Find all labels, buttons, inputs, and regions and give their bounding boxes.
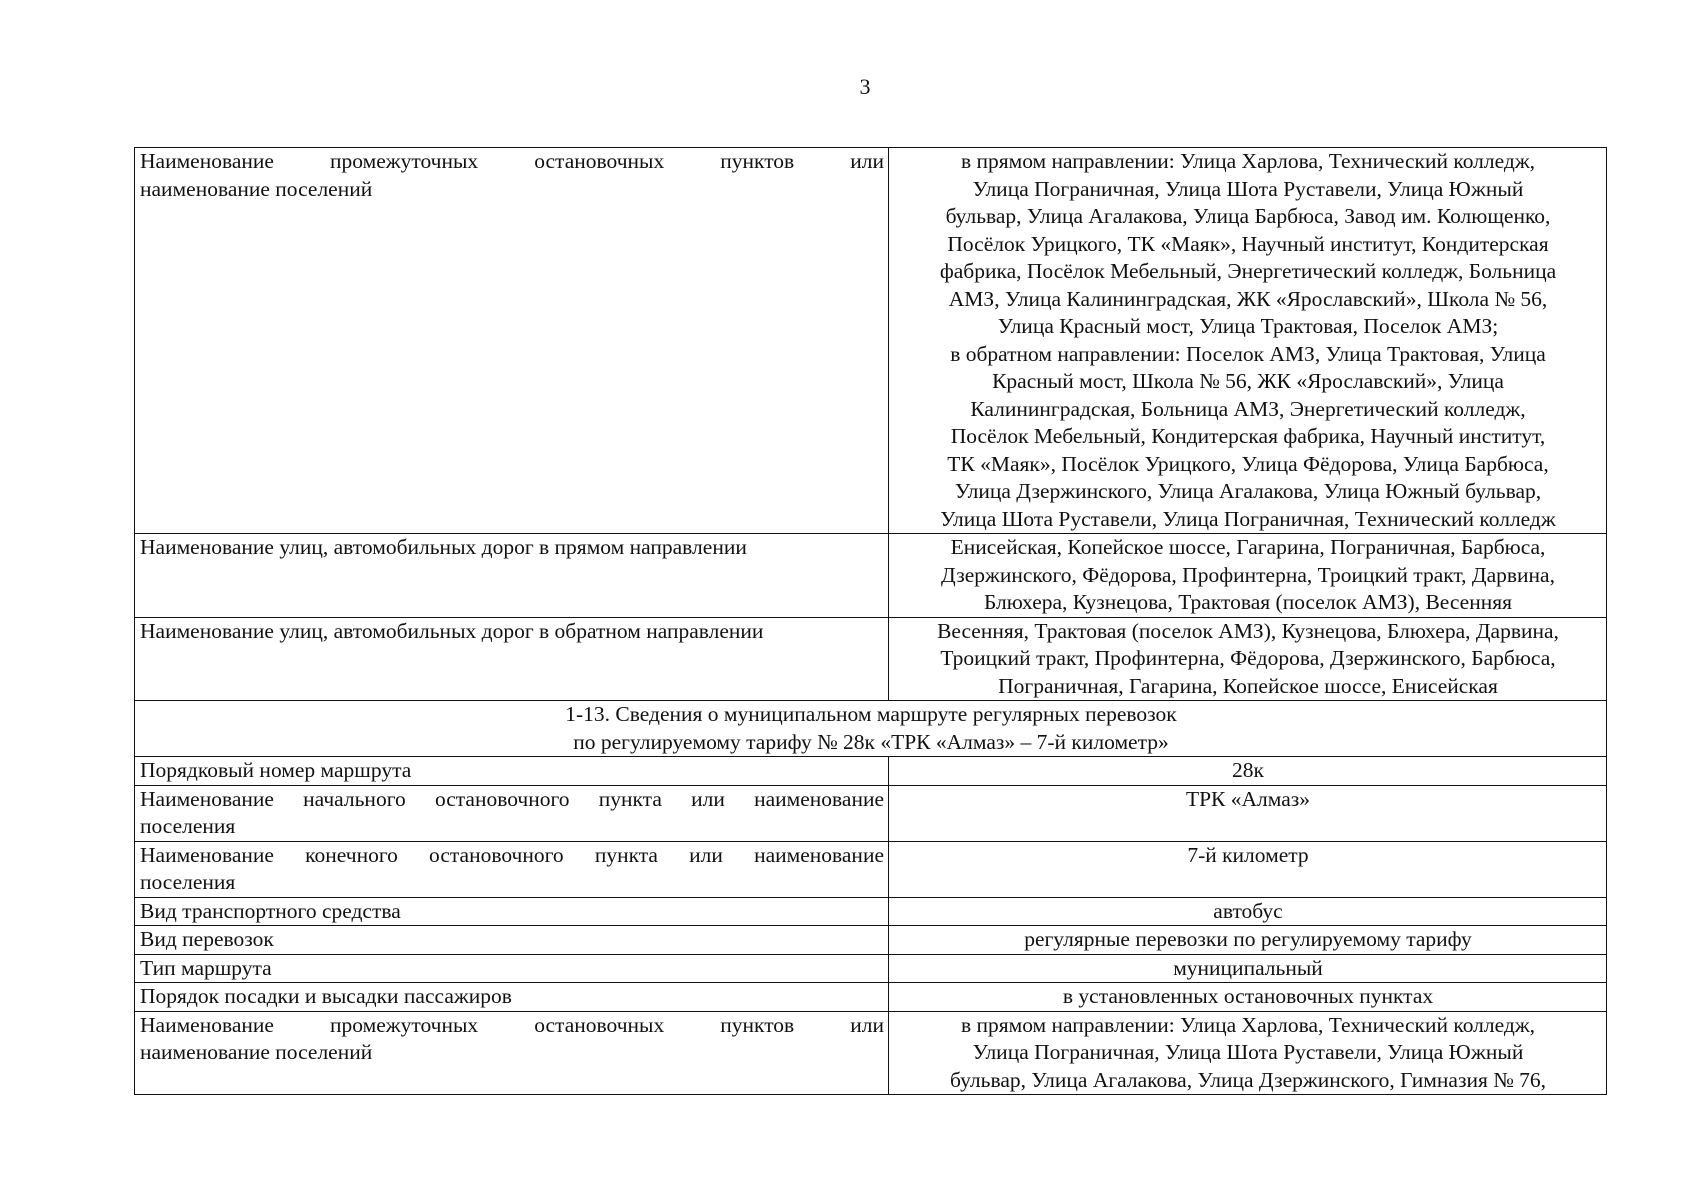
label-streets-forward: Наименование улиц, автомобильных дорог в прямом направлении bbox=[135, 534, 889, 618]
label-end-stop bbox=[135, 841, 889, 897]
label-streets-backward: Наименование улиц, автомобильных дорог в обратном направлении bbox=[135, 617, 889, 701]
value-line: АМЗ, Улица Калининградская, ЖК «Ярославский», Школа № 56, bbox=[948, 286, 1548, 311]
value-line: Посёлок Мебельный, Кондитерская фабрика, Научный институт, bbox=[950, 424, 1546, 448]
label-route-type: Тип маршрута bbox=[135, 954, 889, 983]
row-intermediate-stops-2 bbox=[135, 1011, 1607, 1095]
page-number: 3 bbox=[859, 74, 871, 99]
value-line: Посёлок Урицкого, ТК «Маяк», Научный институт, Кондитерская bbox=[947, 231, 1549, 256]
value-line: в обратном направлении: Поселок АМЗ, Улица Трактовая, Улица bbox=[950, 341, 1546, 366]
value-line: Улица Пограничная, Улица Шота Руставели, Улица Южный bbox=[972, 1040, 1524, 1064]
value-intermediate-stops-1 bbox=[889, 148, 1607, 534]
value-line: Пограничная, Гагарина, Копейское шоссе, Енисейская bbox=[998, 673, 1498, 698]
label-intermediate-stops-1 bbox=[135, 148, 889, 534]
value-end-stop: 7-й километр bbox=[889, 841, 1607, 897]
label-transport-kind: Вид перевозок bbox=[135, 926, 889, 955]
row-transport-kind bbox=[135, 926, 1607, 955]
label-line: наименование поселений bbox=[140, 176, 373, 201]
value-route-type: муниципальный bbox=[889, 954, 1607, 983]
section-header-line: 1-13. Сведения о муниципальном маршруте регулярных перевозок bbox=[565, 702, 1177, 726]
label-start-stop bbox=[135, 785, 889, 841]
value-line: Енисейская, Копейское шоссе, Гагарина, Пограничная, Барбюса, bbox=[950, 535, 1546, 559]
label-line: поселения bbox=[140, 870, 236, 894]
row-route-number bbox=[135, 757, 1607, 786]
value-line: Блюхера, Кузнецова, Трактовая (поселок АМЗ), Весенняя bbox=[983, 590, 1513, 614]
route-info-table bbox=[134, 147, 1607, 1095]
row-boarding-order bbox=[135, 983, 1607, 1012]
value-line: Улица Пограничная, Улица Шота Руставели, Улица Южный bbox=[972, 176, 1524, 201]
row-section-header bbox=[135, 701, 1607, 757]
row-route-type bbox=[135, 954, 1607, 983]
value-line: Улица Шота Руставели, Улица Пограничная, Технический колледж bbox=[940, 506, 1556, 531]
value-line: Дзержинского, Фёдорова, Профинтерна, Троицкий тракт, Дарвина, bbox=[941, 562, 1555, 587]
label-line: Наименование промежуточных остановочных пунктов или bbox=[140, 1012, 884, 1037]
value-start-stop: ТРК «Алмаз» bbox=[889, 785, 1607, 841]
value-route-number: 28к bbox=[889, 757, 1607, 786]
value-vehicle-type: автобус bbox=[889, 897, 1607, 926]
label-line: поселения bbox=[140, 814, 236, 838]
label-vehicle-type: Вид транспортного средства bbox=[135, 897, 889, 926]
value-line: фабрика, Посёлок Мебельный, Энергетический колледж, Больница bbox=[939, 259, 1557, 283]
value-intermediate-stops-2 bbox=[889, 1011, 1607, 1095]
row-start-stop bbox=[135, 785, 1607, 841]
value-streets-forward bbox=[889, 534, 1607, 618]
value-line: ТК «Маяк», Посёлок Урицкого, Улица Фёдорова, Улица Барбюса, bbox=[947, 451, 1549, 476]
label-route-number: Порядковый номер маршрута bbox=[135, 757, 889, 786]
value-streets-backward bbox=[889, 617, 1607, 701]
row-streets-backward bbox=[135, 617, 1607, 701]
row-end-stop bbox=[135, 841, 1607, 897]
section-header-line: по регулируемому тарифу № 28к «ТРК «Алмаз» – 7-й километр» bbox=[573, 729, 1169, 754]
value-line: Калининградская, Больница АМЗ, Энергетический колледж, bbox=[970, 396, 1526, 421]
value-line: Улица Дзержинского, Улица Агалакова, Улица Южный бульвар, bbox=[954, 479, 1542, 503]
value-line: бульвар, Улица Агалакова, Улица Дзержинского, Гимназия № 76, bbox=[950, 1067, 1546, 1092]
label-line: Наименование промежуточных остановочных пунктов или bbox=[140, 149, 884, 173]
value-line: Улица Красный мост, Улица Трактовая, Поселок АМЗ; bbox=[997, 314, 1499, 338]
value-transport-kind: регулярные перевозки по регулируемому тарифу bbox=[889, 926, 1607, 955]
value-line: Троицкий тракт, Профинтерна, Фёдорова, Дзержинского, Барбюса, bbox=[940, 646, 1556, 670]
row-vehicle-type bbox=[135, 897, 1607, 926]
value-line: бульвар, Улица Агалакова, Улица Барбюса, Завод им. Колющенко, bbox=[945, 204, 1551, 228]
value-line: в прямом направлении: Улица Харлова, Технический колледж, bbox=[960, 1012, 1536, 1037]
value-line: Красный мост, Школа № 56, ЖК «Ярославский», Улица bbox=[992, 369, 1504, 393]
section-header bbox=[135, 701, 1607, 757]
label-line: Наименование конечного остановочного пункта или наименование bbox=[140, 842, 884, 867]
label-line: Наименование начального остановочного пункта или наименование bbox=[140, 786, 884, 811]
row-intermediate-stops-1 bbox=[135, 148, 1607, 534]
value-line: Весенняя, Трактовая (поселок АМЗ), Кузнецова, Блюхера, Дарвина, bbox=[937, 618, 1559, 643]
row-streets-forward bbox=[135, 534, 1607, 618]
label-boarding-order: Порядок посадки и высадки пассажиров bbox=[135, 983, 889, 1012]
value-line: в прямом направлении: Улица Харлова, Технический колледж, bbox=[960, 149, 1536, 173]
label-intermediate-stops-2 bbox=[135, 1011, 889, 1095]
label-line: наименование поселений bbox=[140, 1040, 373, 1064]
value-boarding-order: в установленных остановочных пунктах bbox=[889, 983, 1607, 1012]
